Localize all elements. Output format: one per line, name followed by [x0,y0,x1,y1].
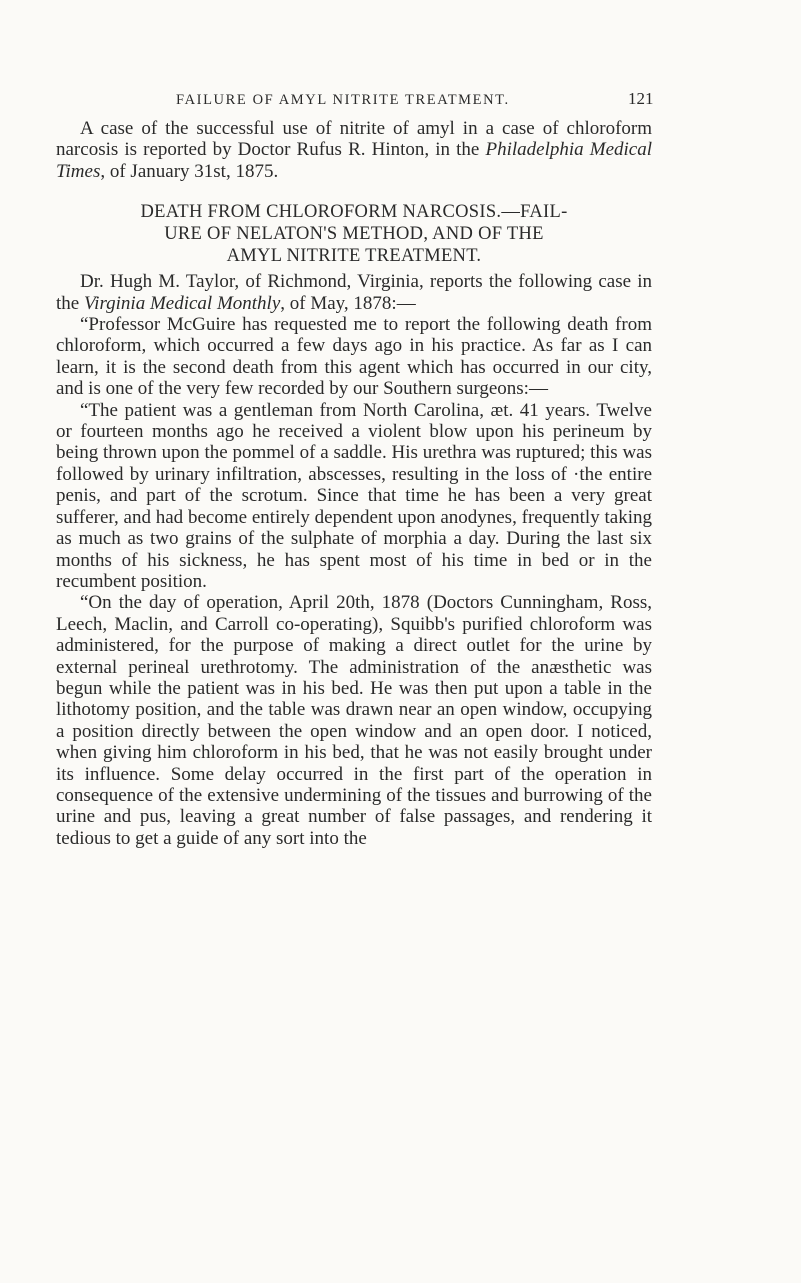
section-heading [56,201,652,267]
intro-text-after: , of January 31st, 1875. [100,160,279,182]
paragraph: “On the day of operation, April 20th, 1878 (Doctors Cunningham, Ross, Leech, Maclin, and Carroll co-operating), Squibb's purified chloroform was administered, for the purpose of making a direct outlet for the urine by external perineal urethrotomy. The administration of the anæsthetic was begun while the patient was in his bed. He was then put upon a table in the lithotomy position, and the table was drawn near an open window, occupying a position directly between the open window and an open door. I noticed, when giving him chloroform in his bed, that he was not easily brought under its influence. Some delay occurred in the first part of the operation in consequence of the extensive undermining of the tissues and burrowing of the urine and pus, leaving a great number of false passages, and rendering it tedious to get a guide of any sort into the [56,592,652,849]
body-text [56,118,652,849]
page-number: 121 [628,89,654,108]
intro-paragraph [56,118,652,182]
report-intro-after: , of May, 1878:— [280,292,416,314]
journal-title: Philadelphia Medical Times [56,139,652,182]
section-heading-line-3: AMYL NITRITE TREATMENT. [226,246,482,267]
section-heading-line-2: URE OF NELATON'S METHOD, AND OF THE [164,224,544,245]
paragraph: “Professor McGuire has requested me to report the following death from chloroform, which occurred a few days ago in his practice. As far as I can learn, it is the second death from this agent which has occurred in our city, and is one of the very few recorded by our Southern surgeons:— [56,314,652,400]
running-head: FAILURE OF AMYL NITRITE TREATMENT. [176,92,510,108]
report-journal-title: Virginia Medical Monthly [83,292,281,314]
report-intro-paragraph [56,271,652,314]
paragraph: “The patient was a gentleman from North Carolina, æt. 41 years. Twelve or fourteen months ago he received a violent blow upon his perineum by being thrown upon the pommel of a saddle. His urethra was ruptured; this was followed by urinary infiltration, abscesses, resulting in the loss of ·the entire penis, and part of the scrotum. Since that time he has been a very great sufferer, and had become entirely dependent upon anodynes, frequently taking as much as two grains of the sulphate of morphia a day. During the last six months of his sickness, he has spent most of his time in bed or in the recumbent position. [56,399,652,592]
report-intro-before: Dr. Hugh M. Taylor, of Richmond, Virginia, reports the following case in the [56,271,652,314]
intro-text-before: A case of the successful use of nitrite of amyl in a case of chloroform narcosis is reported by Doctor Rufus R. Hinton, in the [56,118,652,161]
section-heading-line-1: DEATH FROM CHLOROFORM NARCOSIS.—FAIL- [140,202,568,223]
